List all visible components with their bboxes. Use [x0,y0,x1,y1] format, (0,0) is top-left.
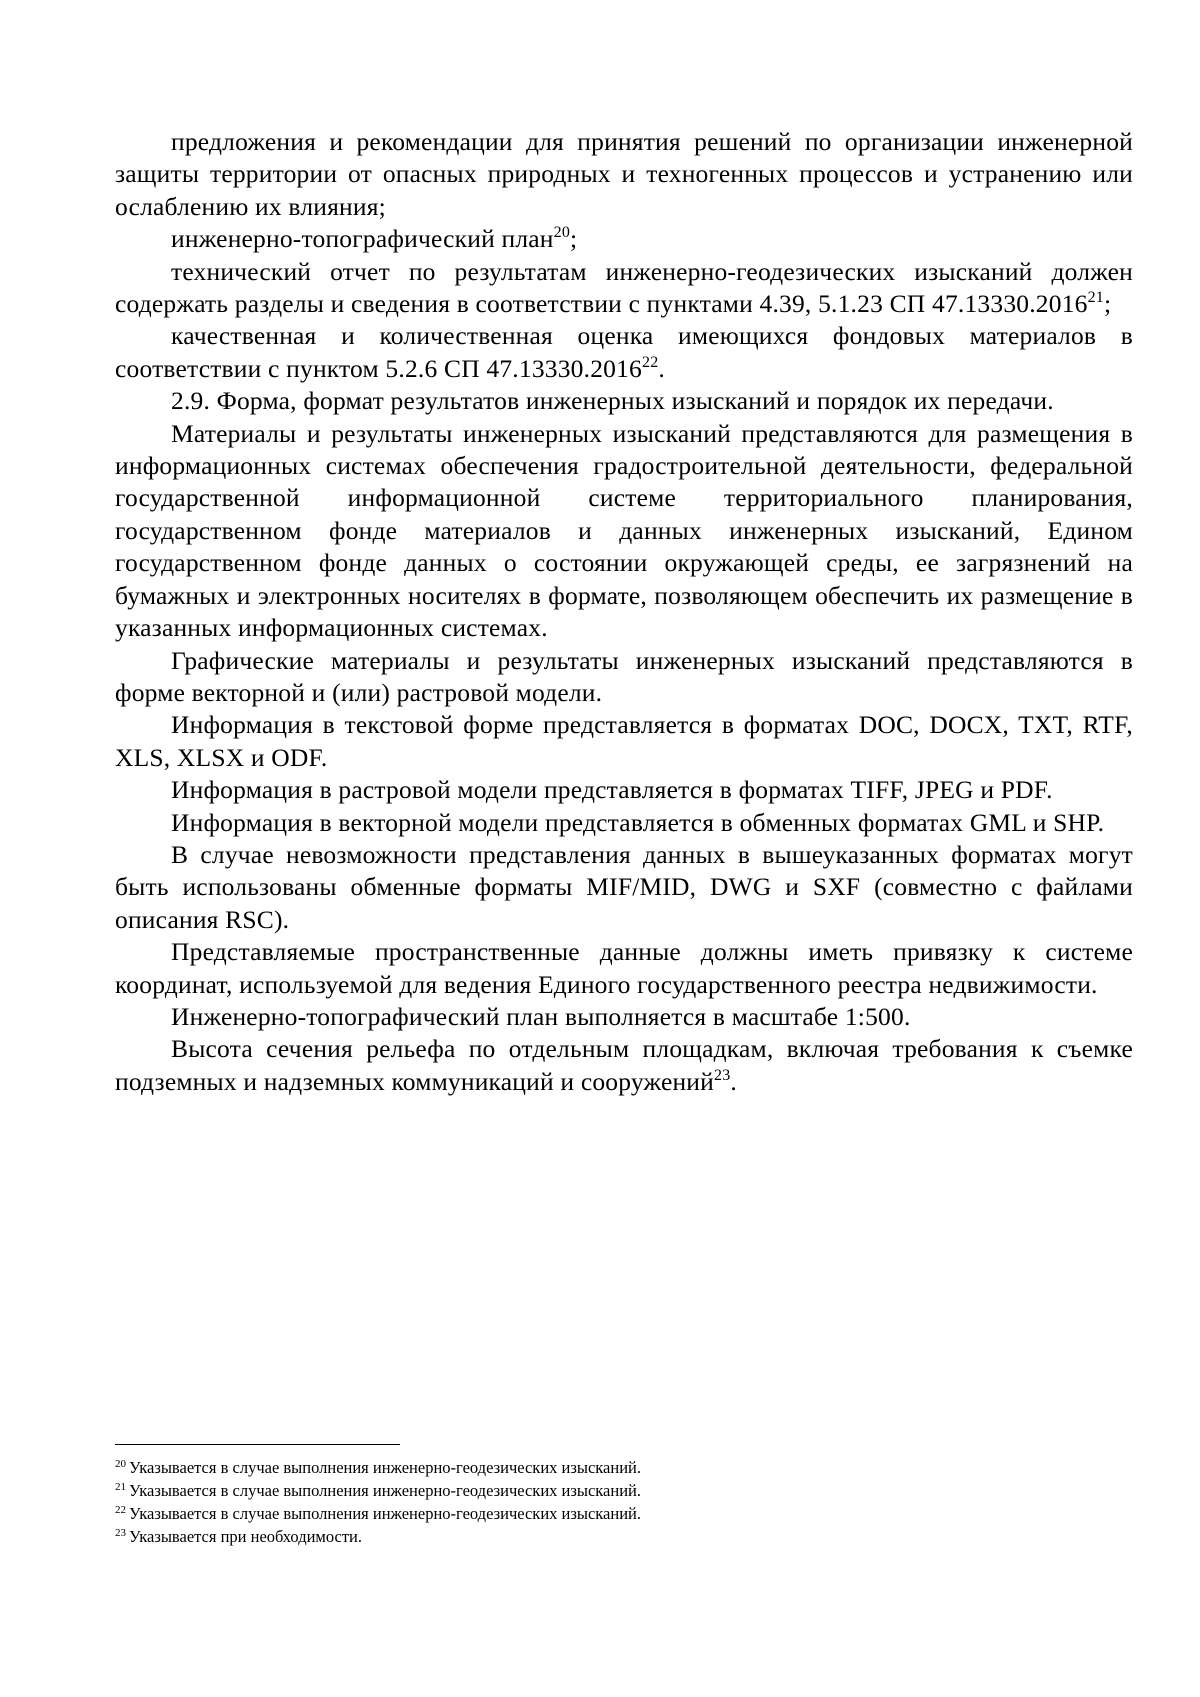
footnote-22: $^{22}$ Указывается в случае выполнения инженерно-геодезических изысканий. [115,1504,641,1523]
paragraph-alternative-formats: В случае невозможности представления данных в вышеуказанных форматах могут быть использованы обменные форматы MIF/MID, DWG и SXF (совместно с файлами описания RSC). [115,839,1133,934]
paragraph-engineering-protection: предложения и рекомендации для принятия решений по организации инженерной защиты территории от опасных природных и техногенных процессов и устранению или ослаблению их влияния; [115,127,1133,221]
paragraph-topographic-plan: инженерно-топографический план$^{20}$; [171,224,578,254]
footnotes [115,1456,1133,1548]
paragraph-fund-materials: качественная и количественная оценка имеющихся фондовых материалов в соответствии с пунктом 5.2.6 СП 47.13330.2016$^{22}$. [115,321,1133,383]
paragraph-raster-formats: Информация в растровой модели представляется в форматах TIFF, JPEG и PDF. [171,775,1053,805]
section-heading-2-9: 2.9. Форма, формат результатов инженерных изысканий и порядок их передачи. [171,386,1054,416]
footnote-23: $^{23}$ Указывается при необходимости. [115,1527,363,1546]
paragraph-plan-scale: Инженерно-топографический план выполняется в масштабе 1:500. [171,1001,911,1031]
footnote-21: $^{21}$ Указывается в случае выполнения инженерно-геодезических изысканий. [115,1481,641,1500]
paragraph-relief-section: Высота сечения рельефа по отдельным площадкам, включая требования к съемке подземных и надземных коммуникаций и сооружений$^{23}$. [115,1034,1133,1096]
footnote-ref-21: 21 [1087,289,1105,307]
footnote-ref-20: 20 [553,224,571,242]
footnote-separator [115,1444,400,1445]
paragraph-materials-placement: Материалы и результаты инженерных изысканий представляются для размещения в информационных системах обеспечения градостроительной деятельности, федеральной государственной информационной системе территориального планирования, государственном фонде материалов и данных инженерных изысканий, Едином государственном фонде данных о состоянии окружающей среды, ее загрязнений на бумажных и электронных носителях в формате, позволяющем обеспечить их размещение в указанных информационных системах. [115,418,1133,643]
paragraph-graphic-materials: Графические материалы и результаты инженерных изысканий представляются в форме векторной и (или) растровой модели. [115,645,1133,707]
paragraph-coordinate-system: Представляемые пространственные данные должны иметь привязку к системе координат, используемой для ведения Единого государственного реестра недвижимости. [115,937,1133,999]
document-body [115,126,1133,1098]
paragraph-text-formats: Информация в текстовой форме представляется в форматах DOC, DOCX, TXT, RTF, XLS, XLSX и ODF. [115,710,1133,772]
footnote-ref-22: 22 [642,353,659,371]
paragraph-vector-formats: Информация в векторной модели представляется в обменных форматах GML и SHP. [171,807,1105,837]
footnote-ref-23: 23 [714,1066,731,1084]
paragraph-technical-report: технический отчет по результатам инженерно-геодезических изысканий должен содержать разделы и сведения в соответствии с пунктами 4.39, 5.1.23 СП 47.13330.2016$^{21}$; [115,256,1133,319]
footnote-20: $^{20}$ Указывается в случае выполнения инженерно-геодезических изысканий. [115,1458,641,1477]
